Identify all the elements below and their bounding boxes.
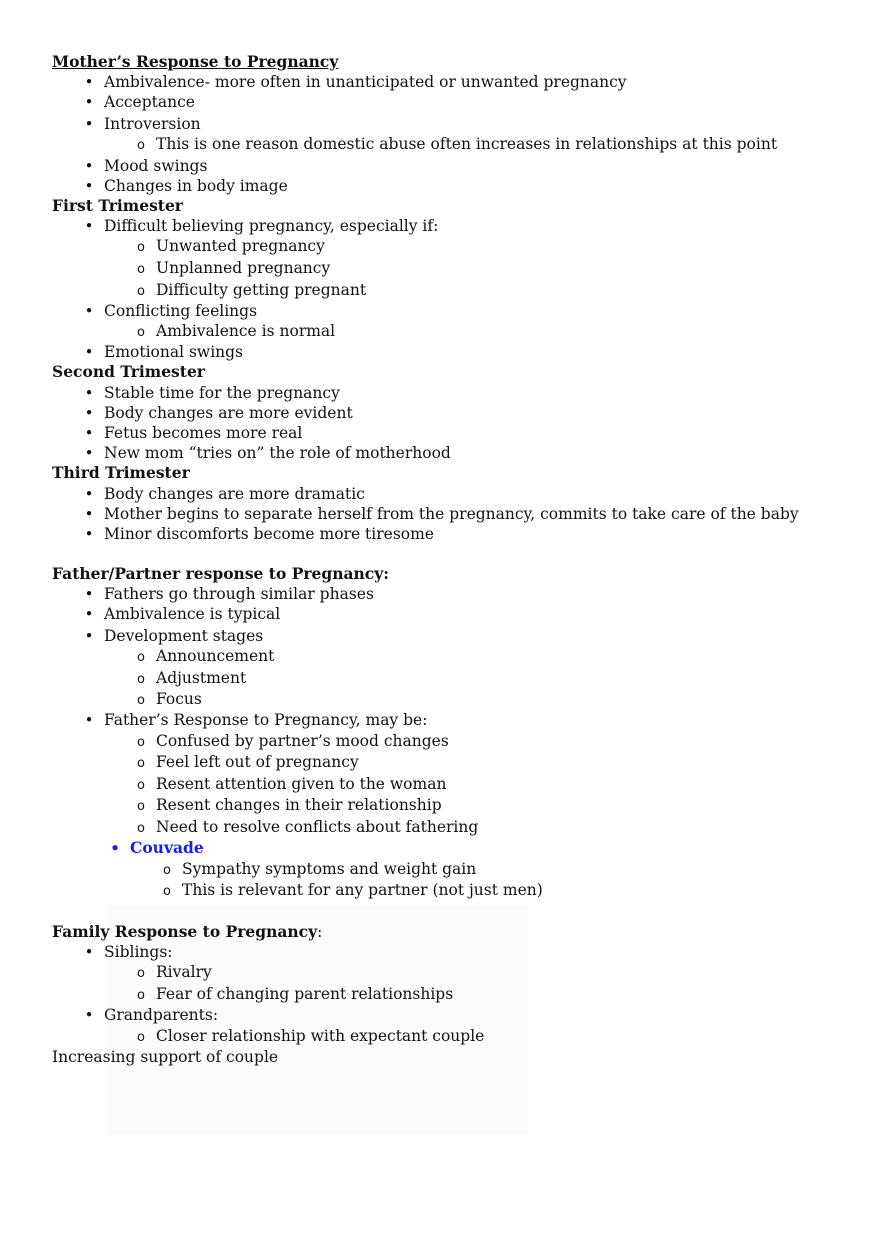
list-item: • Ambivalence- more often in unanticipated or unwanted pregnancy: [84, 73, 627, 91]
list-item: • Body changes are more evident: [84, 404, 353, 422]
closing-line: Increasing support of couple: [52, 1048, 279, 1066]
list-item: • Emotional swings: [84, 343, 244, 361]
sub-list-item: o Resent attention given to the woman: [137, 775, 447, 793]
list-item: • Mood swings: [84, 157, 208, 175]
list-item: • Stable time for the pregnancy: [84, 384, 340, 402]
sub-list-item: o Ambivalence is normal: [137, 322, 336, 340]
family-heading: Family Response to Pregnancy:: [52, 922, 323, 941]
sub-list-item: o Focus: [137, 690, 202, 708]
sub-list-item: o Announcement: [137, 647, 275, 665]
first-trimester-heading: First Trimester: [52, 196, 183, 215]
list-item: • Ambivalence is typical: [84, 605, 281, 623]
list-item: • Development stages: [84, 627, 264, 645]
sub-list-item: o Difficulty getting pregnant: [137, 281, 367, 299]
second-trimester-heading: Second Trimester: [52, 362, 205, 381]
list-item: • Minor discomforts become more tiresome: [84, 525, 434, 543]
sub-list-item: o Unplanned pregnancy: [137, 259, 331, 277]
sub-list-item: o Adjustment: [137, 669, 247, 687]
sub-list-item: o This is one reason domestic abuse often increases in relationships at this point: [137, 135, 778, 153]
list-item: • Body changes are more dramatic: [84, 485, 365, 503]
father-heading: Father/Partner response to Pregnancy:: [52, 564, 389, 583]
list-item: • Grandparents:: [84, 1006, 219, 1024]
list-item: • Difficult believing pregnancy, especially if:: [84, 217, 439, 235]
sub-list-item: o Unwanted pregnancy: [137, 237, 325, 255]
mother-heading: Mother’s Response to Pregnancy: [52, 52, 339, 71]
list-item: • Mother begins to separate herself from the pregnancy, commits to take care of the baby: [84, 505, 799, 523]
sub-list-item: o Rivalry: [137, 963, 212, 981]
list-item: • Changes in body image: [84, 177, 288, 195]
sub-list-item: o Sympathy symptoms and weight gain: [163, 860, 477, 878]
list-item: • Acceptance: [84, 93, 195, 111]
couvade-item: • Couvade: [110, 838, 204, 857]
sub-list-item: o Feel left out of pregnancy: [137, 753, 359, 771]
sub-list-item: o Need to resolve conflicts about fathering: [137, 818, 479, 836]
list-item: • New mom “tries on” the role of motherhood: [84, 444, 451, 462]
list-item: • Conflicting feelings: [84, 302, 258, 320]
list-item: • Fetus becomes more real: [84, 424, 303, 442]
sub-list-item: o This is relevant for any partner (not just men): [163, 881, 543, 899]
list-item: • Introversion: [84, 115, 201, 133]
list-item: • Father’s Response to Pregnancy, may be:: [84, 711, 428, 729]
sub-list-item: o Resent changes in their relationship: [137, 796, 442, 814]
sub-list-item: o Confused by partner’s mood changes: [137, 732, 449, 750]
sub-list-item: o Closer relationship with expectant couple: [137, 1027, 485, 1045]
third-trimester-heading: Third Trimester: [52, 463, 190, 482]
list-item: • Siblings:: [84, 943, 173, 961]
sub-list-item: o Fear of changing parent relationships: [137, 985, 454, 1003]
list-item: • Fathers go through similar phases: [84, 585, 374, 603]
